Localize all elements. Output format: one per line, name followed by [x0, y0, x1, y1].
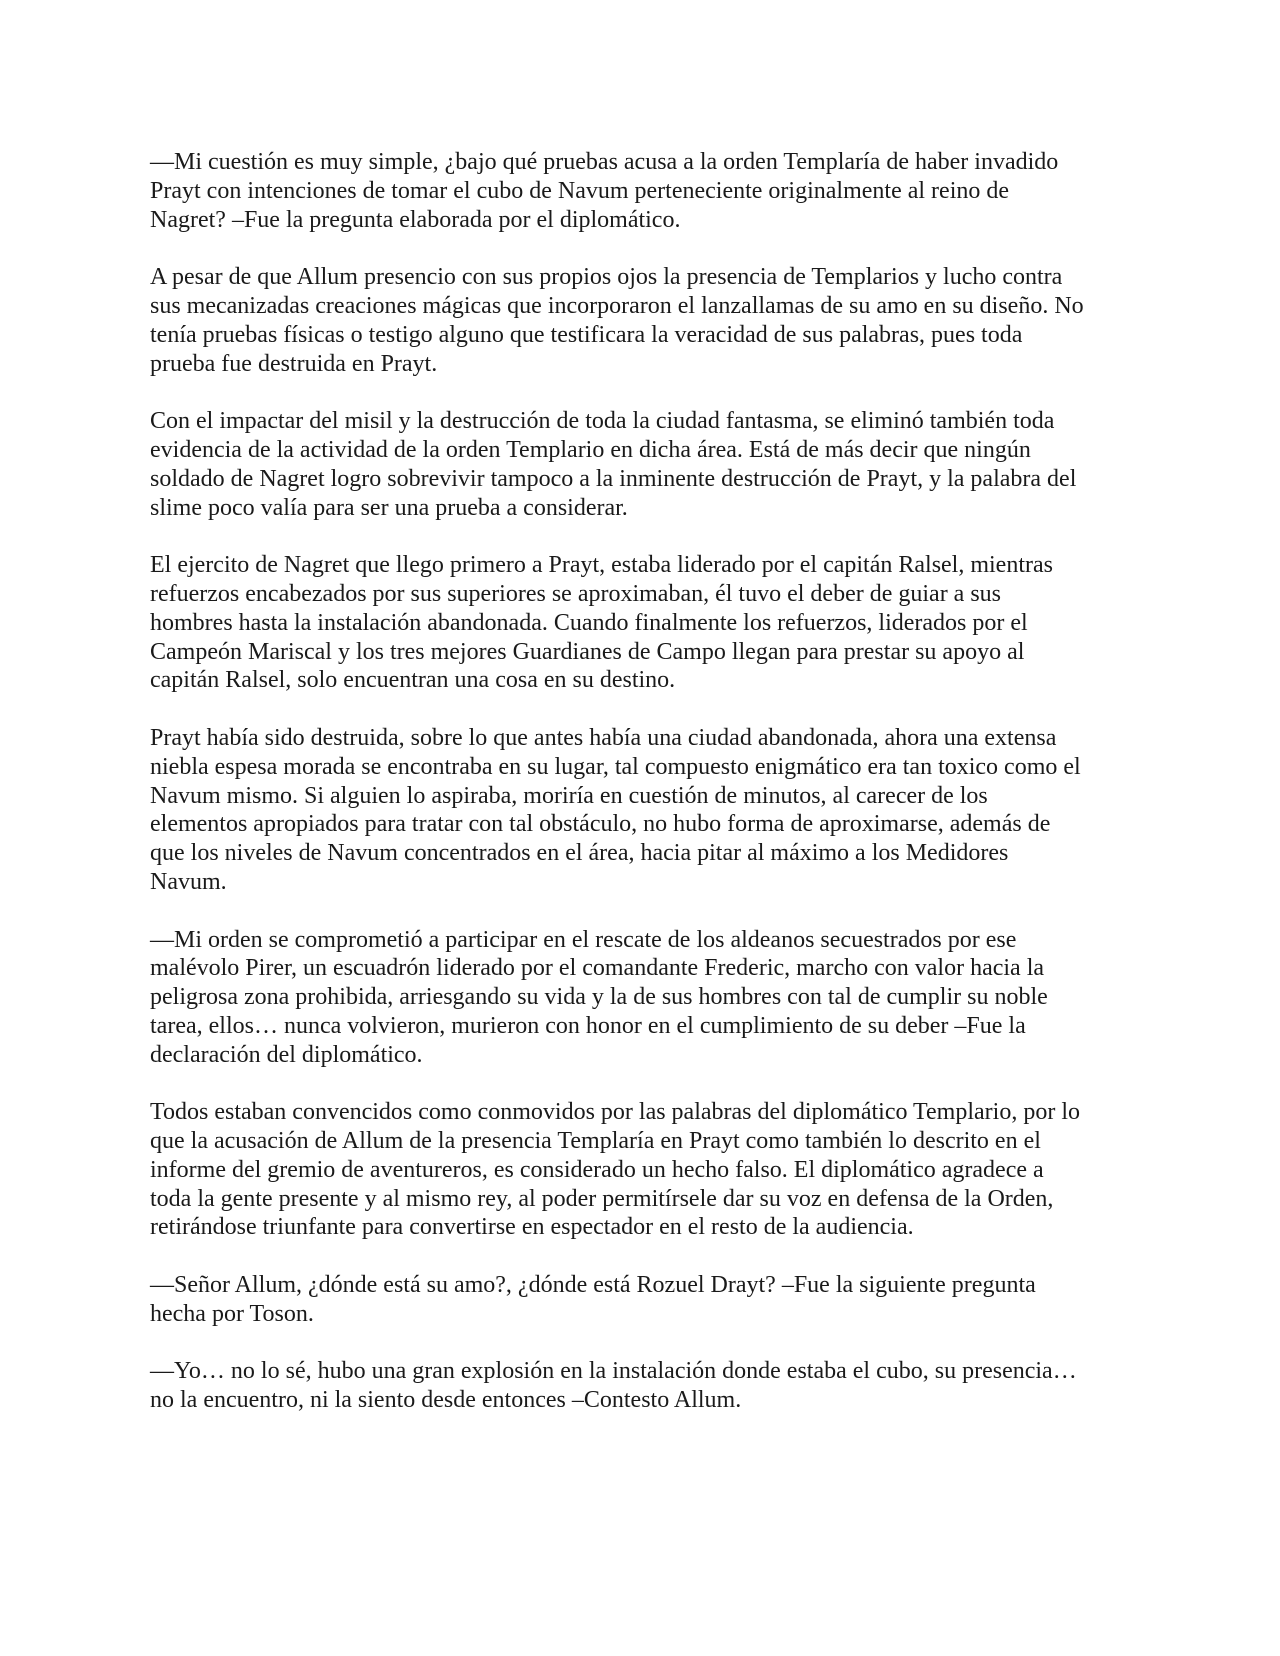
text-line: Con el impactar del misil y la destrucción de toda la ciudad fantasma, se eliminó también toda [150, 408, 1055, 435]
text-line: retirándose triunfante para convertirse en espectador en el resto de la audiencia. [150, 1214, 914, 1241]
text-line: malévolo Pirer, un escuadrón liderado por el comandante Frederic, marcho con valor hacia la [150, 955, 1045, 982]
text-line: —Mi cuestión es muy simple, ¿bajo qué pruebas acusa a la orden Templaría de haber invadido [150, 149, 1059, 175]
paragraph-2 [150, 263, 1140, 378]
text-line: prueba fue destruida en Prayt. [150, 350, 438, 377]
text-line: Todos estaban convencidos como conmovidos por las palabras del diplomático Templario, por lo [150, 1099, 1080, 1126]
text-line: El ejercito de Nagret que llego primero a Prayt, estaba liderado por el capitán Ralsel, mientras [150, 552, 1053, 579]
text-line: sus mecanizadas creaciones mágicas que incorporaron el lanzallamas de su amo en su diseño. No [150, 292, 1084, 319]
text-line: informe del gremio de aventureros, es considerado un hecho falso. El diplomático agradece a [150, 1156, 1044, 1183]
paragraph-1 [150, 148, 1140, 234]
text-line: Campeón Mariscal y los tres mejores Guardianes de Campo llegan para prestar su apoyo al [150, 638, 1025, 665]
text-line: niebla espesa morada se encontraba en su lugar, tal compuesto enigmático era tan toxico como el [150, 753, 1081, 780]
text-line: capitán Ralsel, solo encuentran una cosa en su destino. [150, 667, 676, 694]
paragraph-5 [150, 724, 1140, 897]
paragraph-7 [150, 1098, 1140, 1242]
text-line: slime poco valía para ser una prueba a considerar. [150, 494, 628, 521]
text-line: —Señor Allum, ¿dónde está su amo?, ¿dónde está Rozuel Drayt? –Fue la siguiente pregunta [150, 1272, 1036, 1299]
text-line: Navum mismo. Si alguien lo aspiraba, moriría en cuestión de minutos, al carecer de los [150, 782, 988, 809]
text-line: refuerzos encabezados por sus superiores se aproximaban, él tuvo el deber de guiar a sus [150, 580, 1002, 607]
paragraph-3 [150, 407, 1140, 522]
paragraph-8 [150, 1271, 1140, 1329]
text-line: Navum. [150, 868, 227, 895]
text-line: A pesar de que Allum presencio con sus propios ojos la presencia de Templarios y lucho contra [150, 264, 1063, 291]
text-line: declaración del diplomático. [150, 1041, 423, 1068]
text-line: que los niveles de Navum concentrados en el área, hacia pitar al máximo a los Medidores [150, 840, 1009, 867]
text-line: tenía pruebas físicas o testigo alguno que testificara la veracidad de sus palabras, pues toda [150, 321, 1023, 348]
paragraph-6 [150, 926, 1140, 1070]
text-line: Nagret? –Fue la pregunta elaborada por el diplomático. [150, 206, 681, 233]
text-line: hecha por Toson. [150, 1300, 314, 1327]
text-line: que la acusación de Allum de la presencia Templaría en Prayt como también lo descrito en el [150, 1128, 1041, 1155]
text-line: evidencia de la actividad de la orden Templario en dicha área. Está de más decir que ningún [150, 436, 1031, 463]
text-line: tarea, ellos… nunca volvieron, murieron con honor en el cumplimiento de su deber –Fue la [150, 1012, 1026, 1039]
text-line: elementos apropiados para tratar con tal obstáculo, no hubo forma de aproximarse, además de [150, 811, 1051, 838]
text-line: —Yo… no lo sé, hubo una gran explosión en la instalación donde estaba el cubo, su presencia… [150, 1358, 1077, 1385]
text-line: soldado de Nagret logro sobrevivir tampoco a la inminente destrucción de Prayt, y la palabra del [150, 465, 1077, 492]
text-line: —Mi orden se comprometió a participar en el rescate de los aldeanos secuestrados por ese [150, 926, 1017, 953]
text-line: hombres hasta la instalación abandonada. Cuando finalmente los refuerzos, liderados por el [150, 609, 1028, 636]
text-line: Prayt con intenciones de tomar el cubo de Navum perteneciente originalmente al reino de [150, 177, 1010, 204]
paragraph-9 [150, 1357, 1140, 1415]
text-line: toda la gente presente y al mismo rey, al poder permitírsele dar su voz en defensa de la Orden, [150, 1185, 1054, 1212]
text-line: peligrosa zona prohibida, arriesgando su vida y la de sus hombres con tal de cumplir su noble [150, 984, 1048, 1011]
document-page [150, 148, 1140, 1444]
text-line: Prayt había sido destruida, sobre lo que antes había una ciudad abandonada, ahora una extensa [150, 724, 1057, 751]
text-line: no la encuentro, ni la siento desde entonces –Contesto Allum. [150, 1387, 742, 1414]
paragraph-4 [150, 551, 1140, 695]
